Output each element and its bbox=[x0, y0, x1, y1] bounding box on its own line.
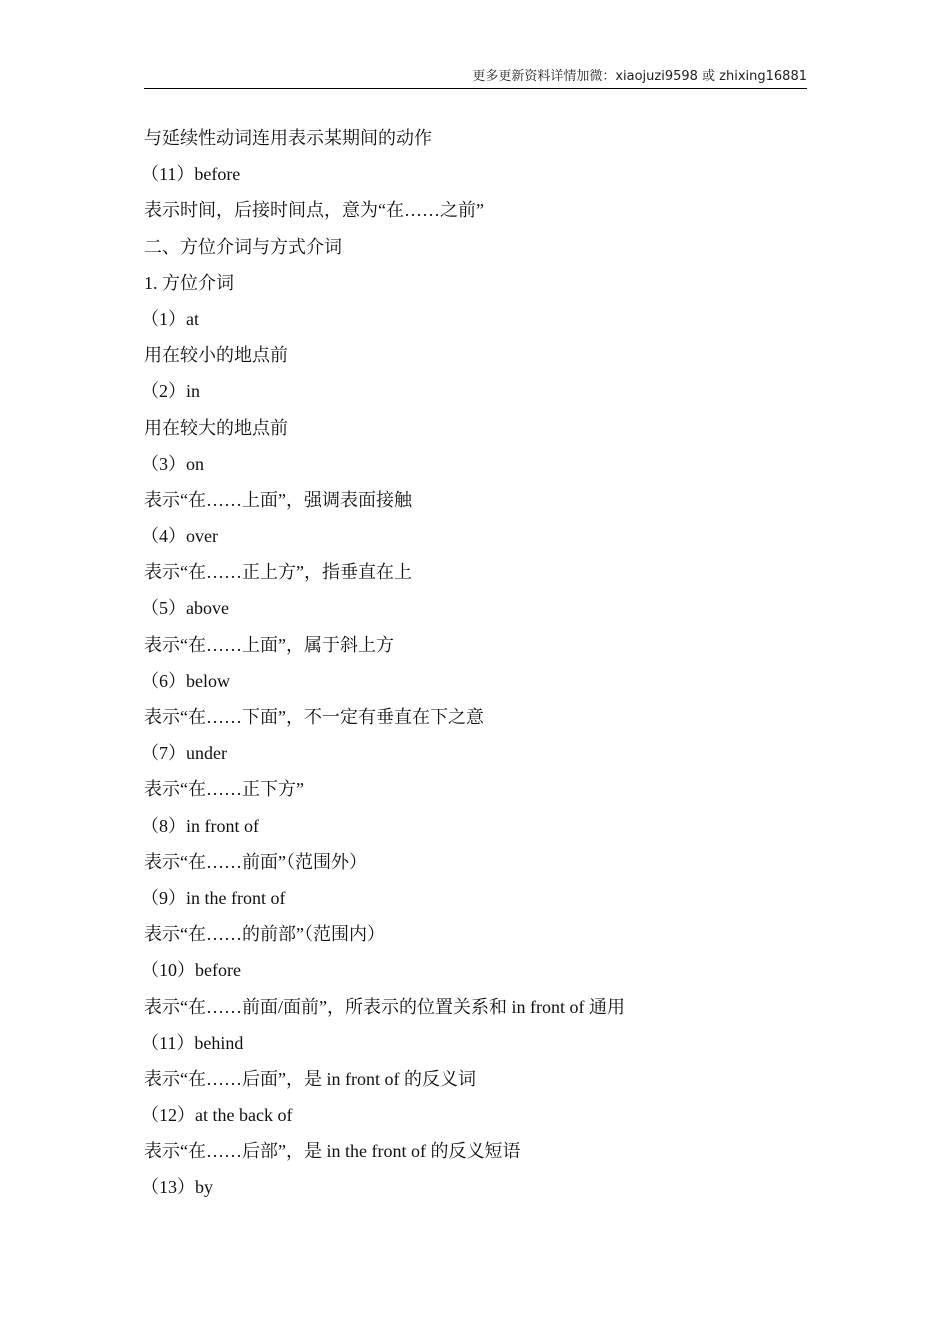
list-item-heading: （2）in bbox=[141, 381, 201, 402]
list-item-heading: （11）before bbox=[141, 164, 241, 185]
body-line: 用在较大的地点前 bbox=[144, 417, 288, 438]
header-contact-text: 更多更新资料详情加微：xiaojuzi9598 或 zhixing16881 bbox=[472, 69, 807, 84]
list-item-heading: （11）behind bbox=[141, 1032, 244, 1053]
section-heading: 二、方位介词与方式介词 bbox=[144, 236, 342, 257]
body-line: 表示“在……下面”，不一定有垂直在下之意 bbox=[144, 707, 484, 727]
body-line: 表示“在……前面”（范围外） bbox=[144, 851, 367, 872]
list-item-heading: （9）in the front of bbox=[141, 887, 286, 908]
body-line: 表示“在……上面”，强调表面接触 bbox=[144, 489, 412, 510]
list-item-heading: （4）over bbox=[141, 526, 218, 547]
body-line: 表示“在……后面”，是 in front of 的反义词 bbox=[144, 1068, 476, 1089]
page-header bbox=[144, 68, 807, 89]
body-line: 表示“在……前面/面前”，所表示的位置关系和 in front of 通用 bbox=[144, 996, 625, 1017]
list-item-heading: （12）at the back of bbox=[141, 1105, 293, 1126]
list-item-heading: （10）before bbox=[141, 960, 241, 981]
body-line: 与延续性动词连用表示某期间的动作 bbox=[144, 128, 432, 148]
body-line: 用在较小的地点前 bbox=[144, 345, 288, 366]
list-item-heading: （7）under bbox=[141, 743, 227, 764]
list-item-heading: （6）below bbox=[141, 670, 230, 691]
body-line: 表示“在……正上方”，指垂直在上 bbox=[144, 562, 412, 583]
body-line: 表示“在……的前部”（范围内） bbox=[144, 924, 385, 945]
list-item-heading: （8）in front of bbox=[141, 815, 259, 836]
body-line: 表示“在……后部”，是 in the front of 的反义短语 bbox=[144, 1141, 521, 1162]
body-line: 表示时间，后接时间点，意为“在……之前” bbox=[144, 200, 484, 221]
list-item-heading: （3）on bbox=[141, 453, 204, 474]
body-line: 表示“在……正下方” bbox=[144, 779, 304, 800]
document-body bbox=[141, 120, 807, 1206]
body-line: 表示“在……上面”，属于斜上方 bbox=[144, 634, 394, 655]
list-item-heading: （13）by bbox=[141, 1177, 213, 1198]
list-item-heading: （5）above bbox=[141, 598, 229, 619]
list-item-heading: （1）at bbox=[141, 308, 199, 329]
subsection-heading: 1. 方位介词 bbox=[144, 272, 234, 293]
